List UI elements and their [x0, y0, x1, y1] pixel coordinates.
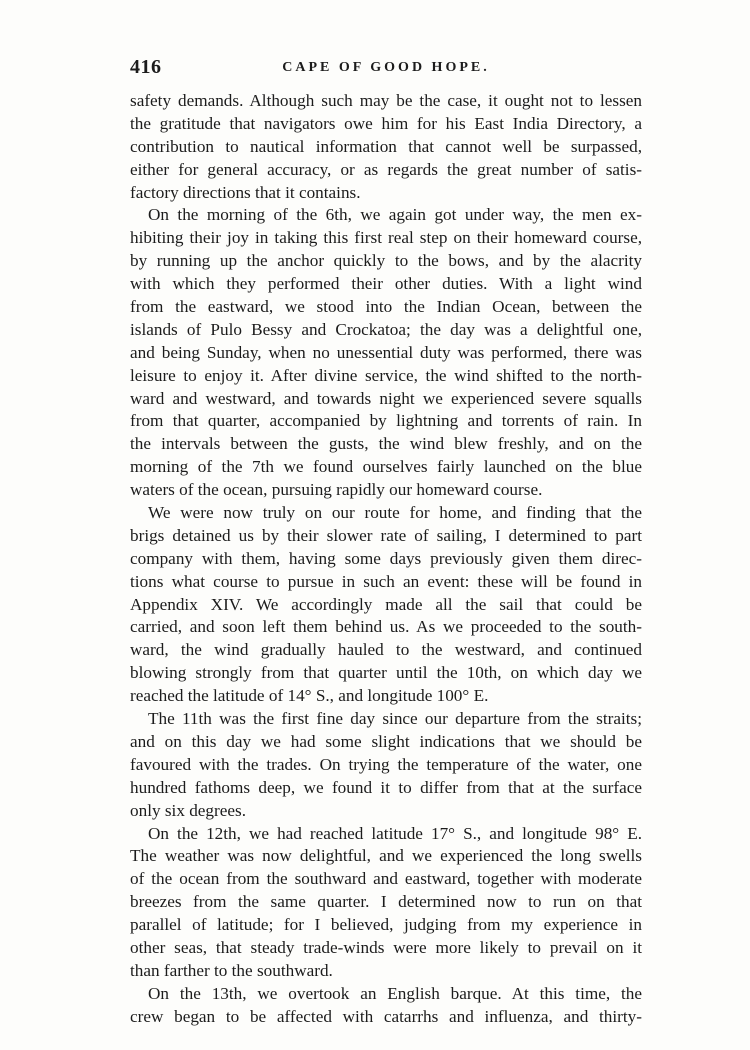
paragraph: [130, 90, 642, 204]
text-line: than farther to the southward.: [130, 960, 333, 980]
text-line: crew began to be affected with catarrhs and influenza, and thirty-: [130, 1006, 642, 1026]
text-line: The weather was now delightful, and we experienced the long swells: [130, 846, 642, 866]
paragraph: [130, 204, 642, 502]
text-line: by running up the anchor quickly to the bows, and by the alacrity: [130, 251, 642, 271]
text-line: brigs detained us by their slower rate of sailing, I determined to part: [130, 525, 642, 545]
text-line: On the morning of the 6th, we again got under way, the men ex-: [148, 205, 642, 225]
body-text: [130, 90, 642, 1029]
text-line: blowing strongly from that quarter until the 10th, on which day we: [130, 663, 642, 683]
paragraph: [130, 502, 642, 708]
text-line: only six degrees.: [130, 800, 246, 820]
text-line: the intervals between the gusts, the wind blew freshly, and on the: [130, 434, 642, 454]
text-line: islands of Pulo Bessy and Crockatoa; the day was a delightful one,: [130, 319, 642, 339]
text-line: morning of the 7th we found ourselves fairly launched on the blue: [130, 457, 642, 477]
text-line: contribution to nautical information that cannot well be surpassed,: [130, 136, 642, 156]
text-line: the gratitude that navigators owe him for his East India Directory, a: [130, 113, 642, 133]
text-line: On the 13th, we overtook an English barque. At this time, the: [148, 983, 642, 1003]
text-line: factory directions that it contains.: [130, 182, 361, 202]
text-line: reached the latitude of 14° S., and longitude 100° E.: [130, 686, 489, 706]
page-header: [130, 56, 642, 86]
running-title: CAPE OF GOOD HOPE.: [282, 60, 490, 75]
text-line: leisure to enjoy it. After divine service, the wind shifted to the north-: [130, 365, 642, 385]
text-line: The 11th was the first fine day since our departure from the straits;: [148, 709, 642, 729]
text-line: and on this day we had some slight indications that we should be: [130, 731, 642, 751]
text-line: hundred fathoms deep, we found it to differ from that at the surface: [130, 777, 642, 797]
text-line: carried, and soon left them behind us. As we proceeded to the south-: [130, 617, 642, 637]
text-line: of the ocean from the southward and eastward, together with moderate: [130, 869, 642, 889]
text-line: from that quarter, accompanied by lightning and torrents of rain. In: [130, 411, 642, 431]
text-line: breezes from the same quarter. I determined now to run on that: [130, 892, 642, 912]
text-line: other seas, that steady trade-winds were more likely to prevail on it: [130, 937, 642, 957]
text-line: We were now truly on our route for home, and finding that the: [148, 503, 642, 523]
page-number: 416: [130, 56, 162, 78]
text-line: tions what course to pursue in such an event: these will be found in: [130, 571, 642, 591]
text-line: favoured with the trades. On trying the temperature of the water, one: [130, 754, 642, 774]
text-line: hibiting their joy in taking this first real step on their homeward course,: [130, 228, 642, 248]
text-line: waters of the ocean, pursuing rapidly our homeward course.: [130, 480, 543, 500]
text-line: ward and westward, and towards night we experienced severe squalls: [130, 388, 642, 408]
text-line: Appendix XIV. We accordingly made all the sail that could be: [130, 594, 642, 614]
text-line: either for general accuracy, or as regards the great number of satis-: [130, 159, 642, 179]
text-line: company with them, having some days previously given them direc-: [130, 548, 642, 568]
text-line: with which they performed their other duties. With a light wind: [130, 274, 642, 294]
paragraph: [130, 823, 642, 983]
text-line: from the eastward, we stood into the Indian Ocean, between the: [130, 297, 642, 317]
text-line: On the 12th, we had reached latitude 17° S., and longitude 98° E.: [148, 823, 642, 843]
text-line: and being Sunday, when no unessential duty was performed, there was: [130, 342, 642, 362]
text-line: ward, the wind gradually hauled to the westward, and continued: [130, 640, 642, 660]
paragraph: [130, 708, 642, 822]
text-line: parallel of latitude; for I believed, judging from my experience in: [130, 915, 642, 935]
text-line: safety demands. Although such may be the case, it ought not to lessen: [130, 91, 642, 110]
paragraph: [130, 983, 642, 1029]
